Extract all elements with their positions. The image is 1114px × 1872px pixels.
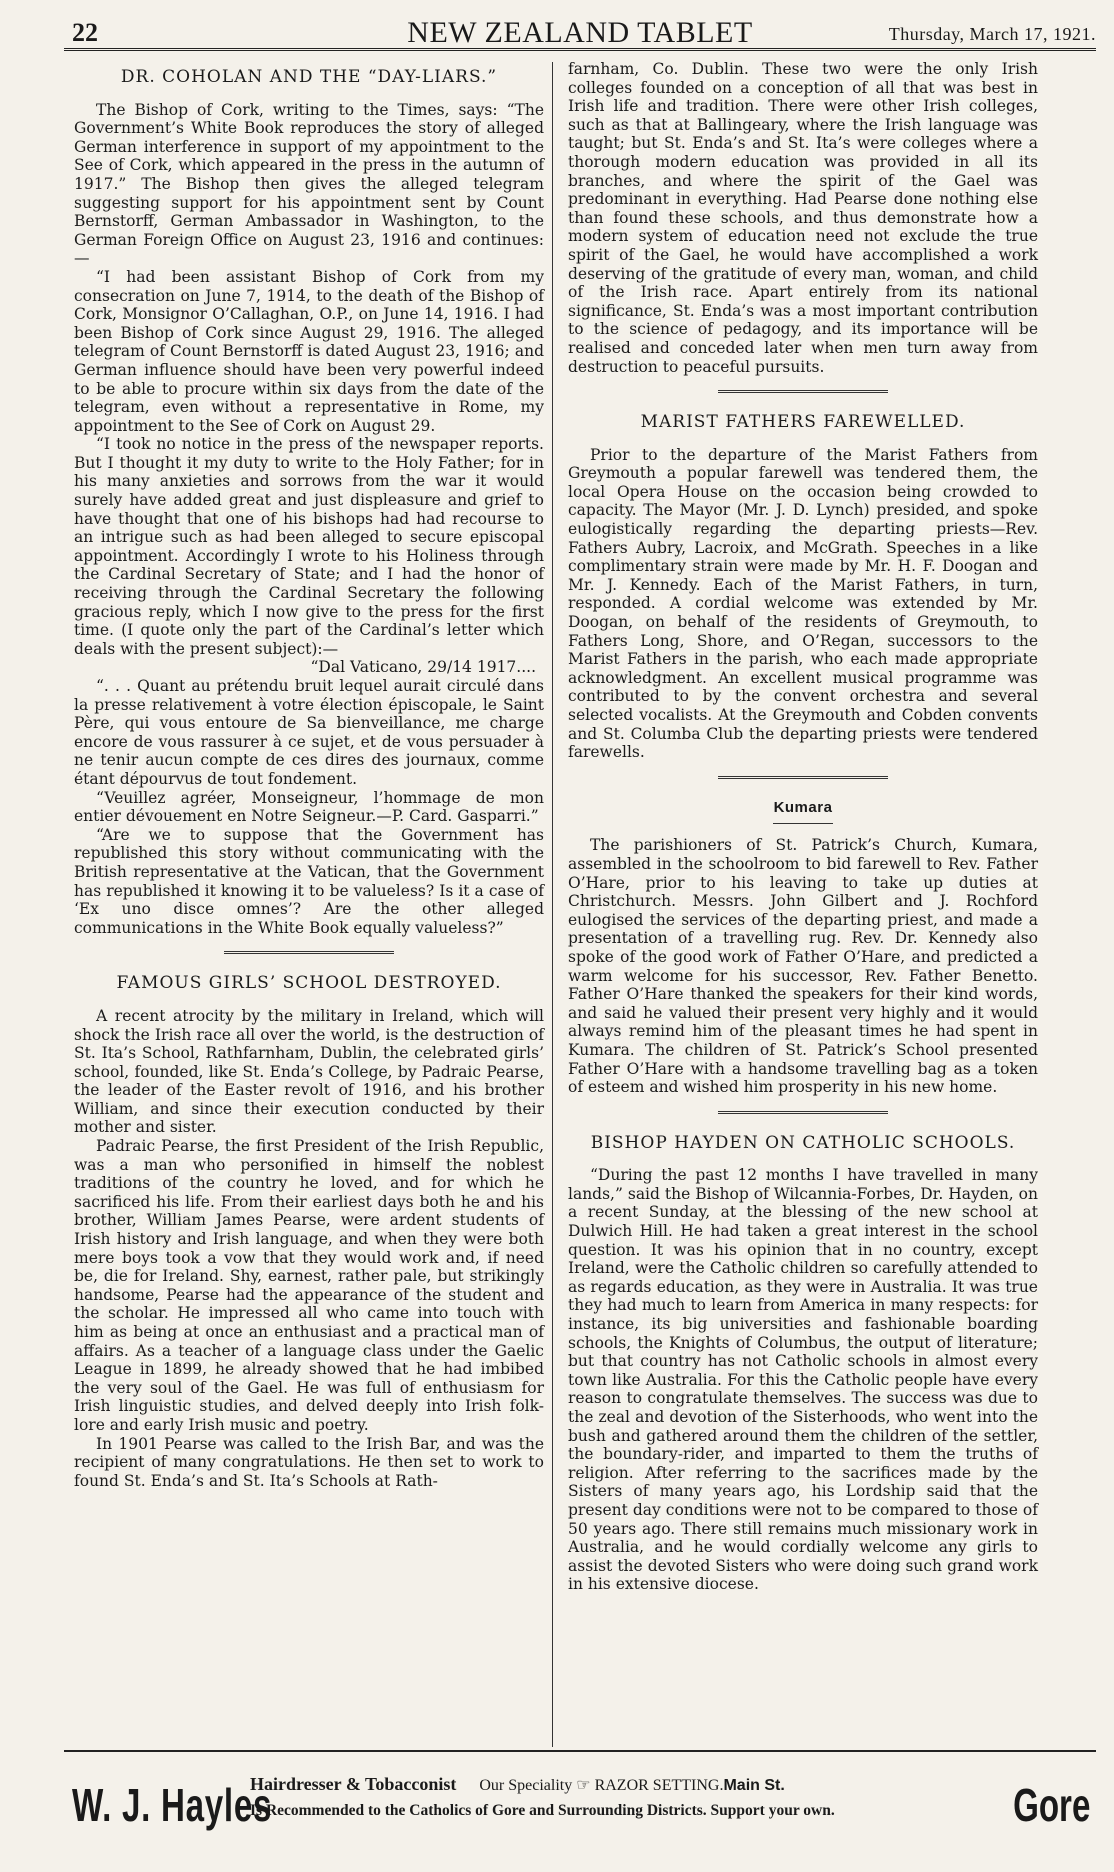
footer-rule [64,1750,1096,1752]
article-title-marist: MARIST FATHERS FAREWELLED. [640,412,966,433]
article-title-kumara: Kumara [773,798,833,816]
article-title-famous-girls: FAMOUS GIRLS’ SCHOOL DESTROYED. [116,973,502,994]
section-divider [718,1111,888,1114]
article-paragraph: “I took no notice in the press of the newspaper reports. But I thought it my duty to write to the Holy Father; for in his many anxieties and sorrows from the war it would surely have added great and just displeasure and grief to have thought that one of his bishops had had recourse to an intrigue such as had been alleged to secure episcopal appointment. Accordingly I wrote to his Holiness through the Cardinal Secretary of State; and I had the honor of receiving through the Cardinal Secretary the following gracious reply, which I now give to the press for the first time. (I quote only the part of the Cardinal’s letter which deals with the present subject):— [74,435,544,658]
article-title-coholan: DR. COHOLAN AND THE “DAY-LIARS.” [120,67,498,87]
article-title-hayden: BISHOP HAYDEN ON CATHOLIC SCHOOLS. [590,1132,1016,1153]
page-number: 22 [72,18,98,47]
title-underline [773,823,833,824]
article-continuation: farnham, Co. Dublin. These two were the only Irish colleges founded on a conception of all that was best in Irish life and tradition. There were other Irish colleges, such as that at Ballingeary, where the Irish language was taught; but St. Enda’s and St. Ita’s were colleges where a thorough modern education was provided in all its branches, and where the spirit of the Gael was predominant in everything. Had Pearse done nothing else than found these schools, and thus demonstrate how a modern system of education need not exclude the true spirit of the Gael, he would have accomplished a work deserving of the gratitude of every man, woman, and child of the Irish race. Apart entirely from its national significance, St. Enda’s was a most important contribution to the science of pedagogy, and its importance will be realised and conceded later when men turn away from destruction to peaceful pursuits. [568,60,1038,376]
article-paragraph: The Bishop of Cork, writing to the Times, says: “The Government’s White Book reproduces the story of alleged German interference in support of my appointment to the See of Cork, which appeared in the press in the autumn of 1917.” The Bishop then gives the alleged telegram suggesting support for his appointment sent by Count Bernstorff, German Ambassador in Washington, to the German Foreign Office on August 23, 1916 and continues:— [74,100,544,268]
pointing-hand-icon: ☞ [576,1777,591,1794]
section-divider [718,776,888,779]
left-column [74,60,544,1490]
header-rule [64,48,1096,51]
issue-date: Thursday, March 17, 1921. [888,24,1096,44]
article-paragraph: “I had been assistant Bishop of Cork from my consecration on June 7, 1914, to the death of the Bishop of Cork, Monsignor O’Callaghan, O.P., on June 14, 1916. I had been Bishop of Cork since August 29, 1916. The alleged telegram of Count Bernstorff is dated August 23, 1916; and German influence should have been very powerful indeed to be able to procure within six days from the date of the telegram, even without a representative in Rome, my appointment to the See of Cork on August 29. [74,267,544,435]
newspaper-title: NEW ZEALAND TABLET [407,16,753,49]
article-paragraph: In 1901 Pearse was called to the Irish Bar, and was the recipient of many congratulations. He then set to work to found St. Enda’s and St. Ita’s Schools at Rath- [74,1434,544,1490]
advert-recommendation: Is Recommended to the Catholics of Gore and Surrounding Districts. Support your own. [250,1802,835,1819]
column-divider [552,62,553,1747]
advert-street: Main St. [723,1777,785,1794]
article-paragraph: The parishioners of St. Patrick’s Church, Kumara, assembled in the schoolroom to bid farewell to Rev. Father O’Hare, prior to his leaving to take up duties at Christchurch. Messrs. John Gilbert and J. Rochford eulogised the services of the departing priest, and made a presentation of a travelling rug. Rev. Dr. Kennedy also spoke of the good work of Father O’Hare, and predicted a warm welcome for his successor, Rev. Father Benetto. Father O’Hare thanked the speakers for their kind words, and said he valued their present very highly and it would always remind him of the pleasant times he had spent in Kumara. The children of St. Patrick’s School presented Father O’Hare with a handsome travelling bag as a token of esteem and wished him prosperity in his new home. [568,836,1038,1097]
advert-speciality-prefix: Our Speciality [479,1777,573,1794]
advertisement [64,1760,1096,1850]
advert-speciality-text: RAZOR SETTING. [594,1777,724,1794]
article-paragraph: “Veuillez agréer, Monseigneur, l’hommage de mon entier dévouement en Notre Seigneur.—P. Card. Gasparri.” [74,788,544,826]
article-paragraph: “Are we to suppose that the Government has republished this story without communicating with the British representative at the Vatican, that the Government has republished it knowing it to be valueless? Is it a case of ‘Ex uno disce omnes’? Are the other alleged communications in the White Book equally valueless?” [74,825,544,937]
advertiser-name: W. J. Hayles [72,1779,273,1831]
advert-trade: Hairdresser & Tobacconist [250,1774,457,1794]
article-paragraph: A recent atrocity by the military in Ireland, which will shock the Irish race all over the world, is the destruction of St. Ita’s School, Rathfarnham, Dublin, the celebrated girls’ school, founded, like St. Enda’s College, by Padraic Pearse, the leader of the Easter revolt of 1916, and his brother William, and since their execution conducted by their mother and sister. [74,1006,544,1137]
section-divider [718,390,888,393]
article-paragraph: Padraic Pearse, the first President of the Irish Republic, was a man who personified in himself the noblest traditions of the country he loved, and for which he sacrificed his life. From their earliest days both he and his brother, William James Pearse, were ardent students of Irish history and Irish language, and when they were both mere boys took a vow that they would work and, if need be, die for Ireland. Shy, earnest, rather pale, but strikingly handsome, Pearse had the appearance of the student and the scholar. He impressed all who came into touch with him as being at once an enthusiast and a practical man of affairs. As a teacher of a language class under the Gaelic League in 1899, he already showed that he had imbibed the very soul of the Gael. He was full of enthusiasm for Irish linguistic studies, and delved deeply into Irish folk-lore and early Irish music and poetry. [74,1137,544,1434]
advert-speciality [479,1777,784,1794]
article-paragraph: “During the past 12 months I have travelled in many lands,” said the Bishop of Wilcannia-Forbes, Dr. Hayden, on a recent Sunday, at the blessing of the new school at Dulwich Hill. He had taken a great interest in the school question. It was his opinion that in no country, except Ireland, were the Catholic children so carefully attended to as regards education, as they were in Australia. It was true they had much to learn from America in many respects: for instance, its big universities and fashionable boarding schools, the Knights of Columbus, the output of literature; but that country has not Catholic schools in almost every town like Australia. For this the Catholic people have every reason to congratulate themselves. The success was due to the zeal and devotion of the Sisterhoods, who went into the bush and gathered around them the children of the settler, the boundary-rider, and imparted to them the truths of religion. After referring to the sacrifices made by the Sisters of many years ago, his Lordship said that the present day conditions were not to be compared to those of 50 years ago. There still remains much missionary work in Australia, and he would cordially welcome any girls to assist the devoted Sisters who were doing such grand work in his extensive diocese. [568,1166,1038,1594]
right-column [568,60,1038,1594]
article-paragraph: Prior to the departure of the Marist Fathers from Greymouth a popular farewell was tendered them, the local Opera House on the occasion being crowded to capacity. The Mayor (Mr. J. D. Lynch) presided, and spoke eulogistically regarding the departing priests—Rev. Fathers Aubry, Lacroix, and McGrath. Speeches in a like complimentary strain were made by Mr. H. F. Doogan and Mr. J. Kennedy. Each of the Marist Fathers, in turn, responded. A cordial welcome was extended by Mr. Doogan, on behalf of the residents of Greymouth, to Fathers Long, Shore, and O’Regan, successors to the Marist Fathers in the parish, who each made appropriate acknowledgment. An excellent musical programme was contributed to by the convent orchestra and several selected vocalists. At the Greymouth and Cobden convents and St. Columba Club the departing priests were tendered farewells. [568,445,1038,762]
letter-dateline: “Dal Vaticano, 29/14 1917.... [310,658,536,677]
advert-line-1 [250,1774,785,1795]
advertiser-town: Gore [1012,1779,1090,1831]
section-divider [224,951,394,954]
page-header [64,12,1096,58]
article-paragraph: “. . . Quant au prétendu bruit lequel aurait circulé dans la presse relativement à votre élection épiscopale, le Saint Père, qui vous entoure de Sa bienveillance, me charge encore de vous rassurer à ce sujet, et de vous persuader à ne tenir aucun compte de ces dires des journaux, comme étant dépourvus de tout fondement. [74,677,544,788]
